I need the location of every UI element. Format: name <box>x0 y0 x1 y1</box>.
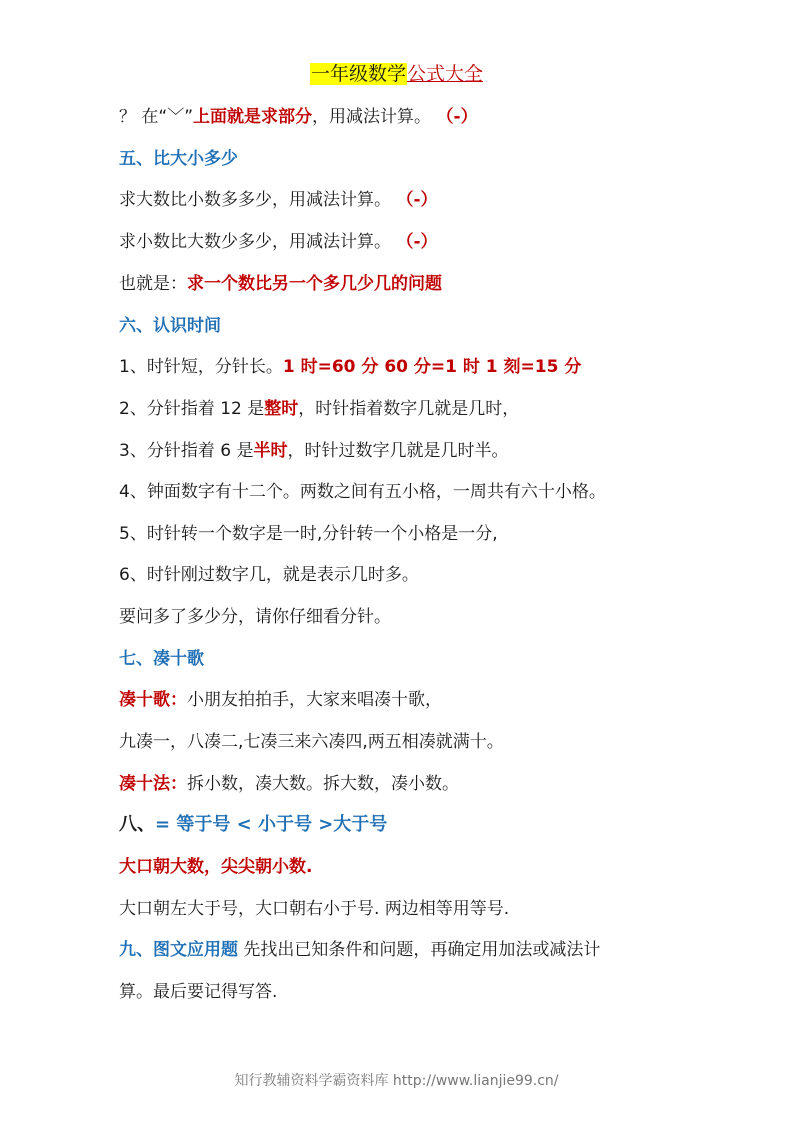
text-line-14 <box>119 771 459 797</box>
section-heading-5: 五、比大小多少 <box>119 149 238 169</box>
footer-watermark: 知行教辅资料学霸资料库 http://www.lianjie99.cn/ <box>234 1073 559 1089</box>
text-segment: 1、时针短，分针长。 <box>119 357 283 377</box>
text-segment: 先找出已知条件和问题，再确定用加法或减法计 <box>238 940 601 960</box>
text-segment: ，用减法计算。 <box>312 107 432 127</box>
text-segment: 也就是： <box>119 274 187 294</box>
emphasis-red: 求一个数比另一个多几少几的问题 <box>187 274 442 294</box>
text-line-10: 6、时针刚过数字几，就是表示几时多。 <box>119 565 419 585</box>
text-line-11: 要问多了多少分，请你仔细看分针。 <box>119 607 391 627</box>
text-segment: 求小数比大数少多少，用减法计算。 <box>119 232 391 252</box>
emphasis-red: 上面就是求部分 <box>193 107 313 127</box>
text-segment: ？ 在“﹀” <box>119 107 194 127</box>
emphasis-red: 半时 <box>253 441 288 461</box>
text-line-18: 算。最后要记得写答. <box>119 982 278 1002</box>
text-segment: ，时针过数字几就是几时半。 <box>287 441 509 461</box>
text-line-13: 九凑一，八凑二,七凑三来六凑四,两五相凑就满十。 <box>119 732 504 752</box>
minus-sign-note: （-） <box>405 190 438 210</box>
label-red: 凑十歌： <box>119 690 187 710</box>
comparison-signs: = 等于号 < 小于号 >大于号 <box>155 814 388 835</box>
text-segment: 小朋友拍拍手，大家来唱凑十歌， <box>187 690 442 710</box>
text-segment: 3、分针指着 6 是 <box>119 441 254 461</box>
text-line-12 <box>119 687 442 713</box>
section-heading-6: 六、认识时间 <box>119 316 221 336</box>
text-line-9: 5、时针转一个数字是一时,分针转一个小格是一分, <box>119 524 498 544</box>
time-units-red: 1 时=60 分 60 分=1 时 1 刻=15 分 <box>282 357 582 377</box>
text-segment: ，时针指着数字几就是几时， <box>298 399 520 419</box>
label-red: 凑十法： <box>119 774 187 794</box>
text-line-2 <box>119 187 438 213</box>
text-segment: 求大数比小数多多少，用减法计算。 <box>119 190 391 210</box>
text-line-8: 4、钟面数字有十二个。两数之间有五小格，一周共有六十小格。 <box>119 482 606 502</box>
text-line-1 <box>119 104 478 130</box>
section-heading-8 <box>119 812 387 838</box>
text-line-16: 大口朝左大于号，大口朝右小于号. 两边相等用等号. <box>119 899 510 919</box>
text-line-15: 大口朝大数，尖尖朝小数. <box>119 857 313 877</box>
text-line-6 <box>119 396 519 422</box>
text-line-3 <box>119 229 438 255</box>
text-line-4 <box>119 271 442 297</box>
heading-label: 九、图文应用题 <box>119 940 238 960</box>
page-title <box>0 60 793 88</box>
text-line-7 <box>119 438 508 464</box>
emphasis-red: 整时 <box>264 399 299 419</box>
title-underlined: 公式大全 <box>407 63 484 85</box>
title-highlighted: 一年级数学 <box>310 63 406 85</box>
text-segment: 2、分针指着 12 是 <box>119 399 265 419</box>
text-line-5 <box>119 354 581 380</box>
minus-sign-note: （-） <box>445 107 478 127</box>
text-segment: 拆小数，凑大数。拆大数，凑小数。 <box>187 774 459 794</box>
section-heading-9 <box>119 937 600 963</box>
minus-sign-note: （-） <box>405 232 438 252</box>
heading-number: 八、 <box>119 814 155 835</box>
section-heading-7: 七、凑十歌 <box>119 649 204 669</box>
